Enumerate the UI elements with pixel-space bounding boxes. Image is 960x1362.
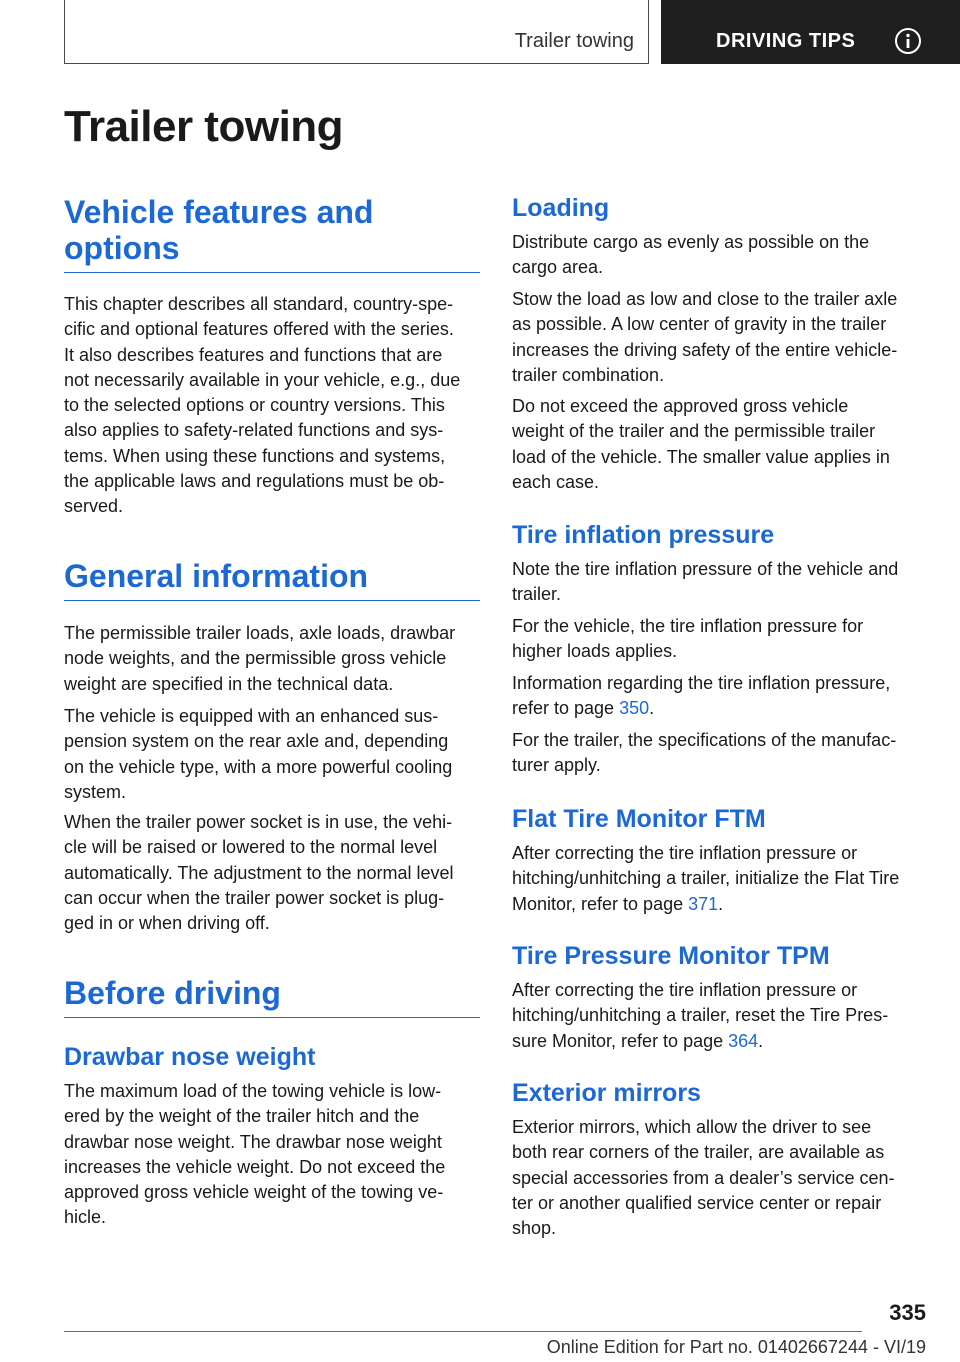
page-link-350[interactable]: 350: [619, 698, 650, 719]
edition-note: Online Edition for Part no. 01402667244 - VI/19: [546, 1337, 926, 1357]
heading-exterior-mirrors: Exterior mirrors: [512, 1079, 701, 1107]
tire-pressure-paragraph-4: For the trailer, the specifications of the manufac- turer apply.: [512, 730, 897, 776]
page-link-364[interactable]: 364: [728, 1030, 759, 1051]
tire-pressure-paragraph-3: Information regarding the tire inflation pressure, refer to page 350.: [512, 673, 891, 719]
general-info-paragraph-3: When the trailer power socket is in use, the vehi- cle will be raised or lowered to the normal level automatically. The adjustment to the normal level can occur when the trailer power socket is plug- ged in or when driving off.: [64, 812, 454, 934]
heading-general-information: General information: [64, 558, 480, 601]
general-info-paragraph-1: The permissible trailer loads, axle loads, drawbar node weights, and the permissible gross vehicle weight are specified in the technical data.: [64, 623, 456, 694]
flat-tire-monitor-text: After correcting the tire inflation pressure or hitching/unhitching a trailer, initialize the Flat Tire Monitor, refer to page 371.: [512, 843, 900, 914]
header-chapter-title: DRIVING TIPS: [716, 30, 856, 52]
loading-paragraph-1: Distribute cargo as evenly as possible on the cargo area.: [512, 232, 870, 278]
header-chapter-box: [661, 0, 960, 64]
footer-divider: [64, 1331, 862, 1332]
loading-paragraph-3: Do not exceed the approved gross vehicle weight of the trailer and the permissible trailer load of the vehicle. The smaller value applies in each case.: [512, 396, 890, 492]
heading-vehicle-features: Vehicle features and options: [64, 194, 480, 273]
header-section-title: Trailer towing: [514, 30, 634, 52]
drawbar-nose-weight-text: The maximum load of the towing vehicle is low- ered by the weight of the trailer hitch and the drawbar nose weight. The drawbar nose weight increases the vehicle weight. Do not exceed the approved gross vehicle weight of the towing ve- hicle.: [64, 1081, 446, 1228]
tire-pressure-monitor-text: After correcting the tire inflation pressure or hitching/unhitching a trailer, reset the Tire Pres- sure Monitor, refer to page 364.: [512, 980, 889, 1051]
heading-before-driving: Before driving: [64, 975, 480, 1018]
page-title: Trailer towing: [64, 102, 344, 151]
vehicle-features-text: This chapter describes all standard, country-spe- cific and optional features offered with the series. It also describes features and functions that are not necessarily available in your vehicle, e.g., due to the selected options or country versions. This also applies to safety-related functions and sys- tems. When using these functions and systems, the applicable laws and regulations must be ob- served.: [64, 294, 461, 517]
general-info-paragraph-2: The vehicle is equipped with an enhanced sus- pension system on the rear axle and, depending on the vehicle type, with a more powerful cooling system.: [64, 706, 453, 802]
subheading-drawbar-nose-weight: Drawbar nose weight: [64, 1043, 316, 1071]
heading-flat-tire-monitor: Flat Tire Monitor FTM: [512, 805, 766, 833]
exterior-mirrors-text: Exterior mirrors, which allow the driver to see both rear corners of the trailer, are available as special accessories from a dealer’s service cen- ter or another qualified service center or repair shop.: [512, 1117, 895, 1239]
heading-tire-pressure-monitor: Tire Pressure Monitor TPM: [512, 942, 830, 970]
tire-pressure-paragraph-1: Note the tire inflation pressure of the vehicle and trailer.: [512, 559, 899, 605]
header-section-box: [64, 0, 649, 64]
page-link-371[interactable]: 371: [688, 893, 719, 914]
page-number: 335: [889, 1300, 926, 1325]
loading-paragraph-2: Stow the load as low and close to the trailer axle as possible. A low center of gravity in the trailer increases the driving safety of the entire vehicle- trailer combination.: [512, 289, 898, 385]
heading-loading: Loading: [512, 194, 610, 222]
tire-pressure-paragraph-2: For the vehicle, the tire inflation pressure for higher loads applies.: [512, 616, 864, 662]
heading-tire-inflation-pressure: Tire inflation pressure: [512, 521, 775, 549]
info-icon: [894, 27, 922, 55]
